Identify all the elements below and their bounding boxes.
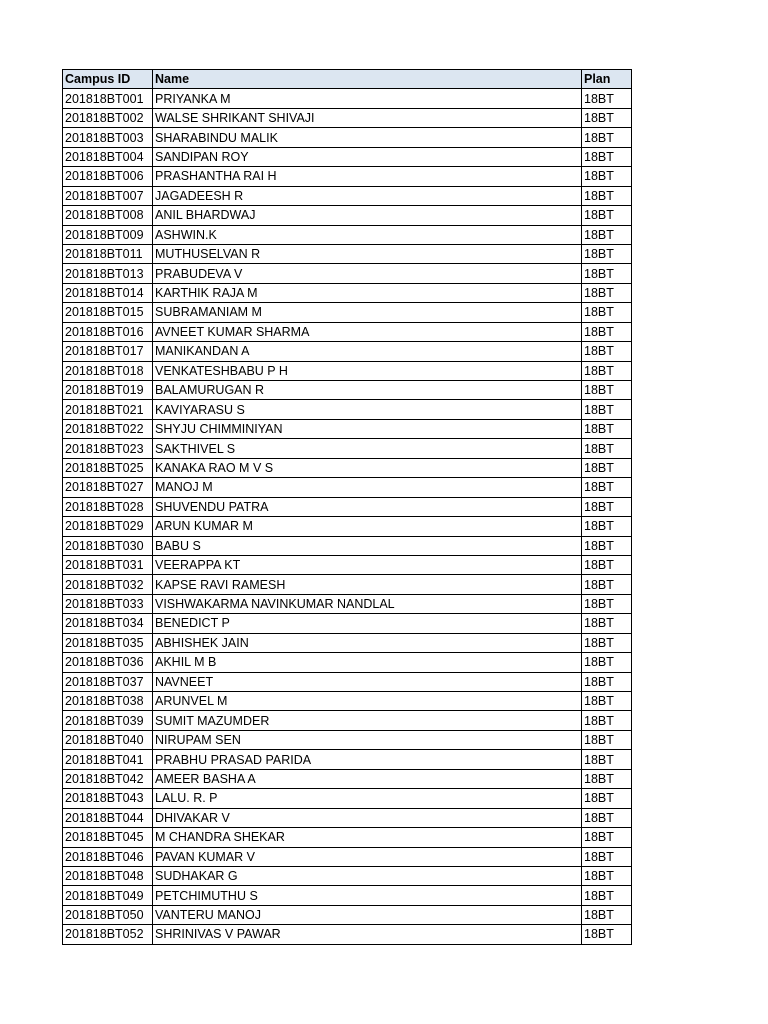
table-row [63,633,632,652]
cell-plan: 18BT [582,730,632,749]
cell-name: AKHIL M B [153,653,582,672]
table-row [63,575,632,594]
cell-plan: 18BT [582,322,632,341]
cell-name: KANAKA RAO M V S [153,458,582,477]
table-row [63,886,632,905]
table-row [63,517,632,536]
cell-campus-id: 201818BT044 [63,808,153,827]
table-row [63,400,632,419]
cell-plan: 18BT [582,303,632,322]
cell-plan: 18BT [582,692,632,711]
table-row [63,536,632,555]
cell-name: VEERAPPA KT [153,555,582,574]
table-row [63,497,632,516]
cell-name: AVNEET KUMAR SHARMA [153,322,582,341]
table-row [63,167,632,186]
cell-campus-id: 201818BT006 [63,167,153,186]
table-row [63,361,632,380]
cell-name: ANIL BHARDWAJ [153,206,582,225]
cell-campus-id: 201818BT007 [63,186,153,205]
cell-campus-id: 201818BT008 [63,206,153,225]
cell-campus-id: 201818BT030 [63,536,153,555]
cell-name: KAVIYARASU S [153,400,582,419]
cell-campus-id: 201818BT004 [63,147,153,166]
table-row [63,828,632,847]
table-row [63,614,632,633]
cell-campus-id: 201818BT045 [63,828,153,847]
cell-campus-id: 201818BT015 [63,303,153,322]
table-row [63,789,632,808]
table-row [63,128,632,147]
cell-name: NAVNEET [153,672,582,691]
cell-campus-id: 201818BT032 [63,575,153,594]
cell-name: PRASHANTHA RAI H [153,167,582,186]
cell-plan: 18BT [582,886,632,905]
cell-name: SUDHAKAR G [153,866,582,885]
cell-plan: 18BT [582,905,632,924]
table-row [63,283,632,302]
cell-plan: 18BT [582,342,632,361]
cell-plan: 18BT [582,225,632,244]
cell-campus-id: 201818BT003 [63,128,153,147]
cell-plan: 18BT [582,167,632,186]
header-row [63,70,632,89]
table-row [63,847,632,866]
cell-plan: 18BT [582,828,632,847]
cell-name: VENKATESHBABU P H [153,361,582,380]
cell-campus-id: 201818BT017 [63,342,153,361]
cell-name: SUMIT MAZUMDER [153,711,582,730]
cell-plan: 18BT [582,750,632,769]
cell-name: ARUN KUMAR M [153,517,582,536]
table-row [63,808,632,827]
cell-plan: 18BT [582,653,632,672]
table-row [63,342,632,361]
table-row [63,692,632,711]
cell-name: JAGADEESH R [153,186,582,205]
cell-campus-id: 201818BT031 [63,555,153,574]
table-row [63,439,632,458]
cell-name: PETCHIMUTHU S [153,886,582,905]
cell-plan: 18BT [582,925,632,944]
cell-name: DHIVAKAR V [153,808,582,827]
cell-plan: 18BT [582,244,632,263]
cell-name: LALU. R. P [153,789,582,808]
cell-name: AMEER BASHA A [153,769,582,788]
cell-plan: 18BT [582,847,632,866]
table-row [63,555,632,574]
cell-name: SHRINIVAS V PAWAR [153,925,582,944]
cell-campus-id: 201818BT035 [63,633,153,652]
cell-name: ARUNVEL M [153,692,582,711]
table-row [63,458,632,477]
cell-name: WALSE SHRIKANT SHIVAJI [153,108,582,127]
cell-name: MANIKANDAN A [153,342,582,361]
cell-plan: 18BT [582,789,632,808]
cell-campus-id: 201818BT033 [63,594,153,613]
cell-campus-id: 201818BT048 [63,866,153,885]
table-row [63,711,632,730]
table-row [63,108,632,127]
cell-plan: 18BT [582,186,632,205]
cell-campus-id: 201818BT016 [63,322,153,341]
cell-campus-id: 201818BT034 [63,614,153,633]
table-row [63,925,632,944]
cell-plan: 18BT [582,283,632,302]
cell-name: ABHISHEK JAIN [153,633,582,652]
cell-campus-id: 201818BT043 [63,789,153,808]
cell-name: PRABHU PRASAD PARIDA [153,750,582,769]
table-row [63,730,632,749]
cell-name: SHUVENDU PATRA [153,497,582,516]
cell-name: MUTHUSELVAN R [153,244,582,263]
table-row [63,264,632,283]
cell-name: NIRUPAM SEN [153,730,582,749]
cell-plan: 18BT [582,147,632,166]
cell-campus-id: 201818BT049 [63,886,153,905]
cell-campus-id: 201818BT013 [63,264,153,283]
cell-plan: 18BT [582,575,632,594]
cell-name: SHARABINDU MALIK [153,128,582,147]
cell-plan: 18BT [582,128,632,147]
cell-plan: 18BT [582,439,632,458]
cell-name: ASHWIN.K [153,225,582,244]
cell-plan: 18BT [582,108,632,127]
cell-campus-id: 201818BT014 [63,283,153,302]
table-row [63,905,632,924]
cell-campus-id: 201818BT050 [63,905,153,924]
cell-plan: 18BT [582,458,632,477]
cell-campus-id: 201818BT042 [63,769,153,788]
cell-name: MANOJ M [153,478,582,497]
cell-plan: 18BT [582,808,632,827]
cell-plan: 18BT [582,614,632,633]
table-body [63,89,632,944]
table-row [63,419,632,438]
cell-campus-id: 201818BT001 [63,89,153,108]
cell-name: PRIYANKA M [153,89,582,108]
table-row [63,866,632,885]
cell-name: SANDIPAN ROY [153,147,582,166]
cell-campus-id: 201818BT027 [63,478,153,497]
cell-campus-id: 201818BT039 [63,711,153,730]
cell-campus-id: 201818BT009 [63,225,153,244]
cell-plan: 18BT [582,711,632,730]
cell-campus-id: 201818BT011 [63,244,153,263]
cell-plan: 18BT [582,381,632,400]
student-table [62,69,632,945]
cell-name: VISHWAKARMA NAVINKUMAR NANDLAL [153,594,582,613]
cell-campus-id: 201818BT019 [63,381,153,400]
cell-plan: 18BT [582,264,632,283]
cell-name: KARTHIK RAJA M [153,283,582,302]
table-row [63,381,632,400]
cell-name: PRABUDEVA V [153,264,582,283]
cell-name: VANTERU MANOJ [153,905,582,924]
cell-campus-id: 201818BT036 [63,653,153,672]
cell-campus-id: 201818BT021 [63,400,153,419]
header-campus-id: Campus ID [63,70,153,89]
table-row [63,322,632,341]
cell-plan: 18BT [582,769,632,788]
table-row [63,303,632,322]
cell-plan: 18BT [582,478,632,497]
table-row [63,206,632,225]
cell-campus-id: 201818BT028 [63,497,153,516]
cell-campus-id: 201818BT052 [63,925,153,944]
cell-plan: 18BT [582,866,632,885]
table-row [63,478,632,497]
table-row [63,594,632,613]
table-row [63,653,632,672]
table-header [63,70,632,89]
cell-name: SAKTHIVEL S [153,439,582,458]
cell-plan: 18BT [582,555,632,574]
cell-plan: 18BT [582,536,632,555]
cell-name: BABU S [153,536,582,555]
cell-campus-id: 201818BT041 [63,750,153,769]
cell-name: SUBRAMANIAM M [153,303,582,322]
cell-name: PAVAN KUMAR V [153,847,582,866]
cell-campus-id: 201818BT040 [63,730,153,749]
table-row [63,89,632,108]
cell-campus-id: 201818BT018 [63,361,153,380]
cell-campus-id: 201818BT025 [63,458,153,477]
cell-campus-id: 201818BT038 [63,692,153,711]
cell-name: SHYJU CHIMMINIYAN [153,419,582,438]
table-row [63,244,632,263]
cell-campus-id: 201818BT023 [63,439,153,458]
cell-plan: 18BT [582,594,632,613]
cell-plan: 18BT [582,419,632,438]
table-row [63,769,632,788]
cell-plan: 18BT [582,400,632,419]
cell-plan: 18BT [582,633,632,652]
table-row [63,147,632,166]
cell-name: BENEDICT P [153,614,582,633]
cell-plan: 18BT [582,517,632,536]
cell-name: M CHANDRA SHEKAR [153,828,582,847]
table-row [63,750,632,769]
cell-plan: 18BT [582,206,632,225]
header-name: Name [153,70,582,89]
cell-campus-id: 201818BT002 [63,108,153,127]
cell-campus-id: 201818BT022 [63,419,153,438]
cell-plan: 18BT [582,497,632,516]
header-plan: Plan [582,70,632,89]
cell-plan: 18BT [582,672,632,691]
table-row [63,186,632,205]
cell-plan: 18BT [582,361,632,380]
cell-name: KAPSE RAVI RAMESH [153,575,582,594]
table-row [63,672,632,691]
cell-campus-id: 201818BT037 [63,672,153,691]
cell-name: BALAMURUGAN R [153,381,582,400]
cell-plan: 18BT [582,89,632,108]
cell-campus-id: 201818BT046 [63,847,153,866]
cell-campus-id: 201818BT029 [63,517,153,536]
table-row [63,225,632,244]
